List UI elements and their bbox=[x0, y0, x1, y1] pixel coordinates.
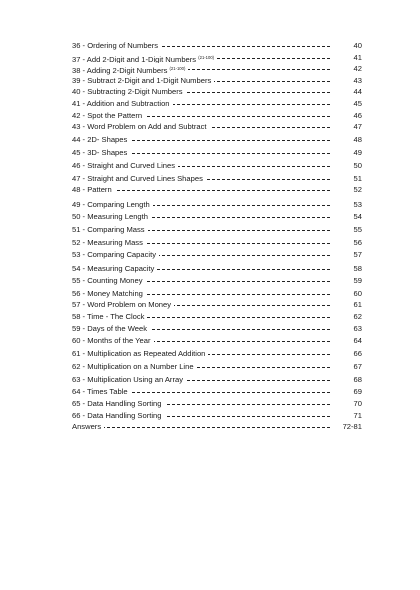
toc-entry-page-number: 67 bbox=[353, 362, 362, 372]
toc-entry-title-text: 60 - Months of the Year bbox=[72, 336, 151, 346]
toc-entry-page-number: 57 bbox=[353, 250, 362, 260]
toc-entry-title bbox=[72, 147, 130, 159]
toc-entry-title bbox=[72, 311, 147, 323]
toc-entry-page-number: 49 bbox=[353, 148, 362, 158]
toc-entry-title bbox=[72, 121, 210, 133]
toc-entry-title bbox=[72, 263, 157, 275]
toc-entry bbox=[72, 98, 362, 110]
toc-entry-title bbox=[72, 421, 104, 433]
toc-entry-title-text: 63 - Multiplication Using an Array bbox=[72, 375, 184, 385]
toc-entry-title bbox=[72, 335, 154, 347]
toc-entry bbox=[72, 121, 362, 133]
toc-entry-title-text: 56 - Money Matching bbox=[72, 288, 143, 298]
toc-entry-page-number: 66 bbox=[353, 348, 362, 358]
toc-entry-title-text: 53 - Comparing Capacity bbox=[72, 250, 156, 260]
toc-entry bbox=[72, 335, 362, 347]
toc-entry-title-text: 51 - Comparing Mass bbox=[72, 224, 145, 234]
toc-entry-title-text: 40 - Subtracting 2-Digit Numbers bbox=[72, 87, 183, 97]
toc-entry-page-number: 54 bbox=[353, 212, 362, 222]
toc-entry bbox=[72, 184, 362, 196]
toc-entry-title bbox=[72, 160, 178, 172]
toc-entry-title bbox=[72, 275, 146, 287]
toc-entry-page-number: 41 bbox=[353, 52, 362, 62]
toc-entry-page-number: 72-81 bbox=[342, 422, 362, 432]
toc-entry-page-number: 53 bbox=[353, 199, 362, 209]
toc-entry bbox=[72, 110, 362, 122]
toc-entry-page-number: 43 bbox=[353, 75, 362, 85]
toc-entry-title-text: 46 - Straight and Curved Lines bbox=[72, 160, 175, 170]
toc-entry-page-number: 45 bbox=[353, 98, 362, 108]
toc-entry-range-note: (21-100) bbox=[198, 54, 215, 60]
toc-entry-title-text: 43 - Word Problem on Add and Subtract bbox=[72, 122, 207, 132]
toc-entry bbox=[72, 75, 362, 87]
toc-entry bbox=[72, 386, 362, 398]
toc-entry-range-note: (21-100) bbox=[169, 66, 186, 72]
toc-entry-title bbox=[72, 184, 115, 196]
toc-entry-title-text: 48 - Pattern bbox=[72, 185, 112, 195]
toc-entry-title bbox=[72, 40, 161, 52]
toc-entry-page-number: 61 bbox=[353, 300, 362, 310]
toc-entry bbox=[72, 361, 362, 373]
toc-entry-title-text: 44 - 2D- Shapes bbox=[72, 134, 128, 144]
toc-entry-title-text: 41 - Addition and Subtraction bbox=[72, 98, 170, 108]
toc-entry bbox=[72, 299, 362, 311]
toc-entry-title bbox=[72, 299, 174, 311]
toc-entry-title bbox=[72, 98, 173, 110]
toc-entry-title-text: 38 - Adding 2-Digit Numbers bbox=[72, 66, 168, 76]
toc-entry bbox=[72, 134, 362, 146]
toc-entry-title bbox=[72, 398, 165, 410]
dot-leader bbox=[72, 427, 330, 428]
toc-entry-title-text: 50 - Measuring Length bbox=[72, 212, 148, 222]
toc-entry bbox=[72, 224, 362, 236]
toc-entry-page-number: 42 bbox=[353, 64, 362, 74]
toc-entry-title bbox=[72, 134, 130, 146]
toc-entry-title bbox=[72, 374, 186, 386]
toc-entry-page-number: 60 bbox=[353, 288, 362, 298]
toc-entry-title-text: 36 - Ordering of Numbers bbox=[72, 41, 159, 50]
toc-entry-title bbox=[72, 224, 148, 236]
toc-entry-page-number: 69 bbox=[353, 386, 362, 396]
toc-entry bbox=[72, 147, 362, 159]
toc-entry-title-text: 59 - Days of the Week bbox=[72, 323, 147, 333]
toc-entry-title bbox=[72, 386, 131, 398]
toc-entry bbox=[72, 160, 362, 172]
toc-entry-page-number: 68 bbox=[353, 375, 362, 385]
toc-entry-title-text: 55 - Counting Money bbox=[72, 276, 143, 286]
toc-entry-title bbox=[72, 410, 165, 422]
toc-entry bbox=[72, 173, 362, 185]
toc-entry-page-number: 62 bbox=[353, 312, 362, 322]
toc-entry-title bbox=[72, 288, 146, 300]
toc-entry bbox=[72, 348, 362, 360]
toc-entry-page-number: 59 bbox=[353, 276, 362, 286]
toc-entry bbox=[72, 323, 362, 335]
toc-entry-page-number: 46 bbox=[353, 110, 362, 120]
toc-entry-title-text: 58 - Time - The Clock bbox=[72, 312, 145, 322]
toc-entry-page-number: 40 bbox=[353, 41, 362, 50]
toc-entry bbox=[72, 263, 362, 275]
toc-entry-title-text: 52 - Measuring Mass bbox=[72, 237, 143, 247]
toc-entry-page-number: 50 bbox=[353, 160, 362, 170]
toc-entry-page-number: 71 bbox=[353, 410, 362, 420]
toc-entry-title-text: 47 - Straight and Curved Lines Shapes bbox=[72, 173, 203, 183]
toc-entry-title-text: 66 - Data Handling Sorting bbox=[72, 410, 162, 420]
toc-entry-title bbox=[72, 361, 197, 373]
toc-entry-page-number: 63 bbox=[353, 323, 362, 333]
toc-entry bbox=[72, 374, 362, 386]
toc-entry-title bbox=[72, 110, 145, 122]
toc-entry bbox=[72, 40, 362, 52]
toc-entry-title-text: 57 - Word Problem on Money bbox=[72, 300, 172, 310]
toc-entry-title-text: 54 - Measuring Capacity bbox=[72, 263, 155, 273]
toc-entry-title bbox=[72, 348, 208, 360]
toc-entry bbox=[72, 211, 362, 223]
toc-entry-title bbox=[72, 323, 150, 335]
toc-entry-title bbox=[72, 237, 146, 249]
toc-entry-title bbox=[72, 249, 159, 261]
toc-entry-page-number: 55 bbox=[353, 224, 362, 234]
toc-entry-title bbox=[72, 211, 151, 223]
toc-entry-title-text: Answers bbox=[72, 422, 102, 432]
toc-entry bbox=[72, 421, 362, 433]
toc-entry-title-text: 65 - Data Handling Sorting bbox=[72, 399, 162, 409]
table-of-contents bbox=[72, 40, 362, 433]
toc-entry-page-number: 48 bbox=[353, 134, 362, 144]
toc-entry bbox=[72, 237, 362, 249]
toc-entry-page-number: 56 bbox=[353, 237, 362, 247]
toc-entry bbox=[72, 63, 362, 75]
toc-entry-title bbox=[72, 75, 214, 87]
toc-entry-title-text: 61 - Multiplication as Repeated Addition bbox=[72, 348, 206, 358]
toc-entry-page-number: 47 bbox=[353, 122, 362, 132]
toc-entry-title bbox=[72, 199, 153, 211]
toc-entry-page-number: 58 bbox=[353, 263, 362, 273]
toc-entry-title-text: 45 - 3D- Shapes bbox=[72, 148, 128, 158]
toc-entry bbox=[72, 52, 362, 64]
toc-entry-page-number: 52 bbox=[353, 185, 362, 195]
toc-entry-title-text: 62 - Multiplication on a Number Line bbox=[72, 362, 194, 372]
toc-entry-title-text: 64 - Times Table bbox=[72, 386, 128, 396]
toc-entry-title-text: 37 - Add 2-Digit and 1-Digit Numbers bbox=[72, 54, 197, 64]
toc-entry-page-number: 44 bbox=[353, 87, 362, 97]
toc-entry-page-number: 64 bbox=[353, 336, 362, 346]
toc-entry bbox=[72, 199, 362, 211]
toc-entry-title bbox=[72, 86, 186, 98]
toc-entry-title-text: 49 - Comparing Length bbox=[72, 199, 150, 209]
toc-entry bbox=[72, 275, 362, 287]
toc-entry bbox=[72, 311, 362, 323]
toc-entry bbox=[72, 410, 362, 422]
toc-entry-page-number: 51 bbox=[353, 173, 362, 183]
toc-entry-title-text: 39 - Subtract 2-Digit and 1-Digit Numbers bbox=[72, 75, 212, 85]
toc-entry bbox=[72, 398, 362, 410]
toc-entry bbox=[72, 288, 362, 300]
toc-entry-title bbox=[72, 173, 206, 185]
toc-entry bbox=[72, 249, 362, 261]
toc-entry-page-number: 70 bbox=[353, 399, 362, 409]
toc-entry-title-text: 42 - Spot the Pattern bbox=[72, 110, 143, 120]
toc-entry bbox=[72, 86, 362, 98]
